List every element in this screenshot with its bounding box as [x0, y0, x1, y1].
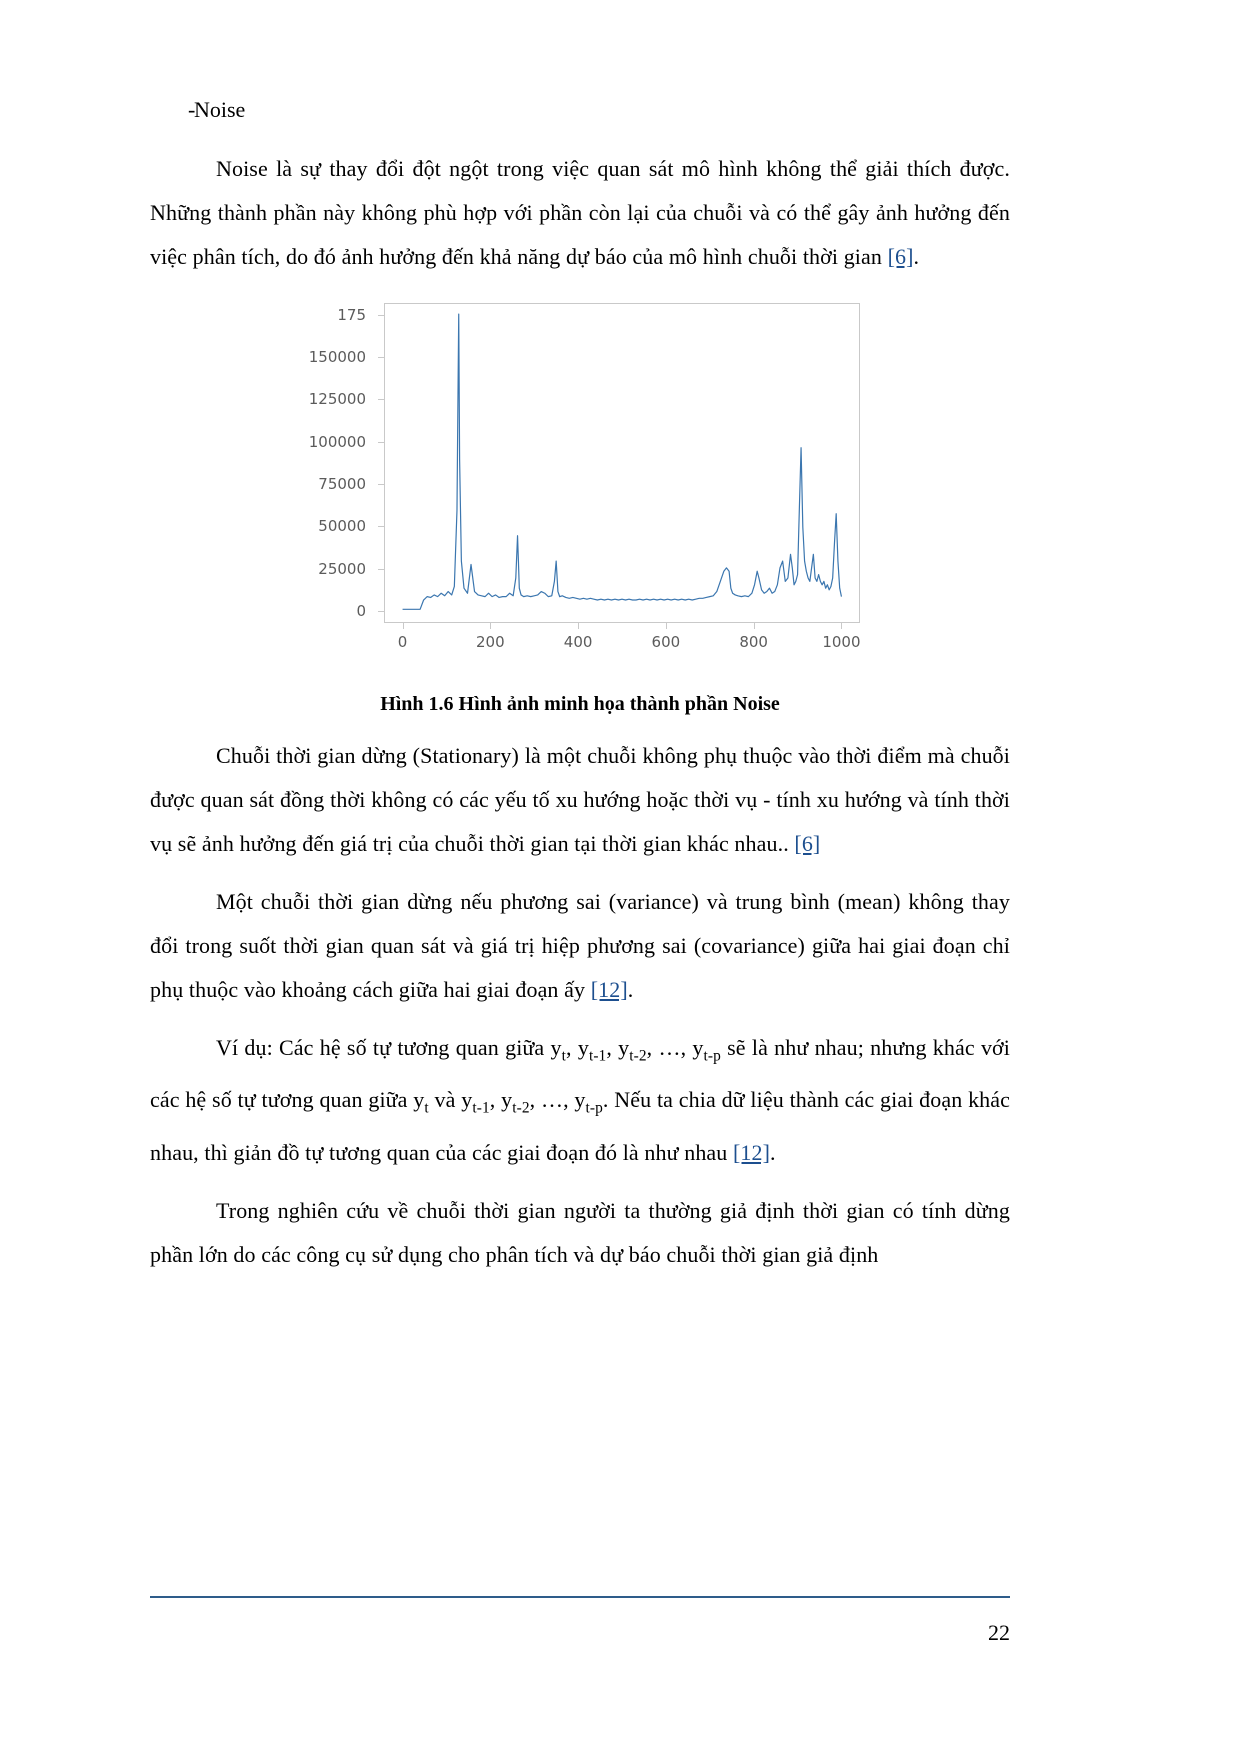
subscript-text: t-p: [703, 1047, 721, 1065]
y-axis-tick-mark: [378, 399, 384, 400]
y-axis-tick-label: 150000: [308, 348, 366, 367]
text-run: , y: [489, 1087, 513, 1113]
x-axis-tick-label: 200: [476, 633, 505, 651]
subscript-text: t: [424, 1099, 429, 1117]
noise-line-chart: [280, 295, 880, 685]
bullet-marker: -: [188, 97, 196, 122]
paragraph-stationary: [150, 734, 1010, 866]
text-run: , y: [606, 1035, 630, 1060]
x-axis-tick-mark: [841, 623, 842, 629]
text-run: và y: [428, 1087, 473, 1113]
bullet-label: Noise: [194, 97, 246, 122]
subscript-text: t-p: [585, 1099, 603, 1117]
y-axis-tick-mark: [378, 442, 384, 443]
x-axis-tick-label: 1000: [822, 633, 861, 651]
y-axis-tick-mark: [378, 611, 384, 612]
y-axis-tick-label: 50000: [318, 517, 366, 536]
bullet-item-noise: [150, 95, 1010, 125]
paragraph-research: [150, 1189, 1010, 1277]
subscript-text: t: [561, 1047, 567, 1065]
text-run: sẽ là như nhau; nhưng khác với các hệ số tự tương quan giữa y: [150, 1035, 1010, 1113]
y-axis-tick-mark: [378, 315, 384, 316]
y-axis-labels: [280, 295, 380, 685]
y-axis-tick-mark: [378, 357, 384, 358]
text-run: .: [770, 1139, 776, 1165]
paragraph-noise: [150, 147, 1010, 279]
text-run: .: [913, 244, 920, 269]
y-axis-tick-mark: [378, 569, 384, 570]
x-axis-tick-mark: [490, 623, 491, 629]
x-axis-tick-mark: [578, 623, 579, 629]
paragraph-variance: [150, 880, 1010, 1012]
figure-noise: [150, 295, 1010, 685]
footer-divider: [150, 1596, 1010, 1598]
text-run: , …, y: [529, 1087, 586, 1113]
y-axis-tick-label: 25000: [318, 559, 366, 578]
page-content: [150, 95, 1010, 1291]
x-axis-tick-label: 800: [739, 633, 768, 651]
subscript-text: t-1: [472, 1099, 490, 1117]
citation-link[interactable]: [6]: [794, 831, 821, 856]
y-axis-tick-mark: [378, 484, 384, 485]
citation-link[interactable]: [12]: [590, 977, 628, 1002]
subscript-text: t-1: [588, 1047, 607, 1065]
y-axis-tick-label: 125000: [308, 390, 366, 409]
x-axis-tick-mark: [754, 623, 755, 629]
y-axis-tick-label: 75000: [318, 474, 366, 493]
x-axis-tick-label: 600: [651, 633, 681, 651]
text-run: Noise là sự thay đổi đột ngột trong việc quan sát mô hình không thể giải thích được. Những thành phần này không phù hợp với phần còn lại của chuỗi và có thể gây ảnh hưởng đến việc phân tích, do đó ảnh hưởng đến khả năng dự báo của mô hình chuỗi thời gian: [150, 156, 1010, 269]
x-axis-tick-label: 0: [397, 633, 408, 651]
x-axis-labels: [384, 627, 860, 657]
y-axis-tick-label: 175: [337, 305, 366, 324]
text-run: . Nếu ta chia dữ liệu thành các giai đoạn khác nhau, thì giản đồ tự tương quan của các giai đoạn đó là như nhau: [150, 1087, 1010, 1165]
text-run: , …, y: [646, 1035, 704, 1060]
subscript-text: t-2: [512, 1099, 530, 1117]
chart-plot-area: [384, 303, 860, 623]
x-axis-tick-mark: [403, 623, 404, 629]
page-number: 22: [988, 1620, 1010, 1645]
x-axis-tick-mark: [666, 623, 667, 629]
y-axis-tick-label: 0: [356, 601, 366, 620]
x-axis-tick-label: 400: [563, 633, 593, 651]
citation-link[interactable]: [6]: [887, 244, 914, 269]
text-run: , y: [566, 1035, 589, 1060]
text-run: Chuỗi thời gian dừng (Stationary) là một chuỗi không phụ thuộc vào thời điểm mà chuỗi được quan sát đồng thời không có các yếu tố xu hướng hoặc thời vụ - tính xu hướng và tính thời vụ sẽ ảnh hưởng đến giá trị của chuỗi thời gian tại thời gian khác nhau..: [150, 743, 1010, 856]
citation-link[interactable]: [12]: [732, 1139, 771, 1165]
text-run: Trong nghiên cứu về chuỗi thời gian người ta thường giả định thời gian có tính dừng phần lớn do các công cụ sử dụng cho phân tích và dự báo chuỗi thời gian giả định: [150, 1197, 1010, 1267]
y-axis-tick-mark: [378, 526, 384, 527]
figure-caption: Hình 1.6 Hình ảnh minh họa thành phần Noise: [380, 693, 780, 715]
chart-line-series: [385, 304, 859, 622]
paragraph-example: [150, 1026, 1010, 1175]
text-run: .: [627, 977, 634, 1002]
subscript-text: t-2: [629, 1047, 647, 1065]
text-run: Một chuỗi thời gian dừng nếu phương sai (variance) và trung bình (mean) không thay đổi trong suốt thời gian quan sát và giá trị hiệp phương sai (covariance) giữa hai giai đoạn chỉ phụ thuộc vào khoảng cách giữa hai giai đoạn ấy: [150, 889, 1010, 1002]
text-run: Ví dụ: Các hệ số tự tương quan giữa y: [216, 1035, 562, 1060]
y-axis-tick-label: 100000: [308, 432, 366, 451]
